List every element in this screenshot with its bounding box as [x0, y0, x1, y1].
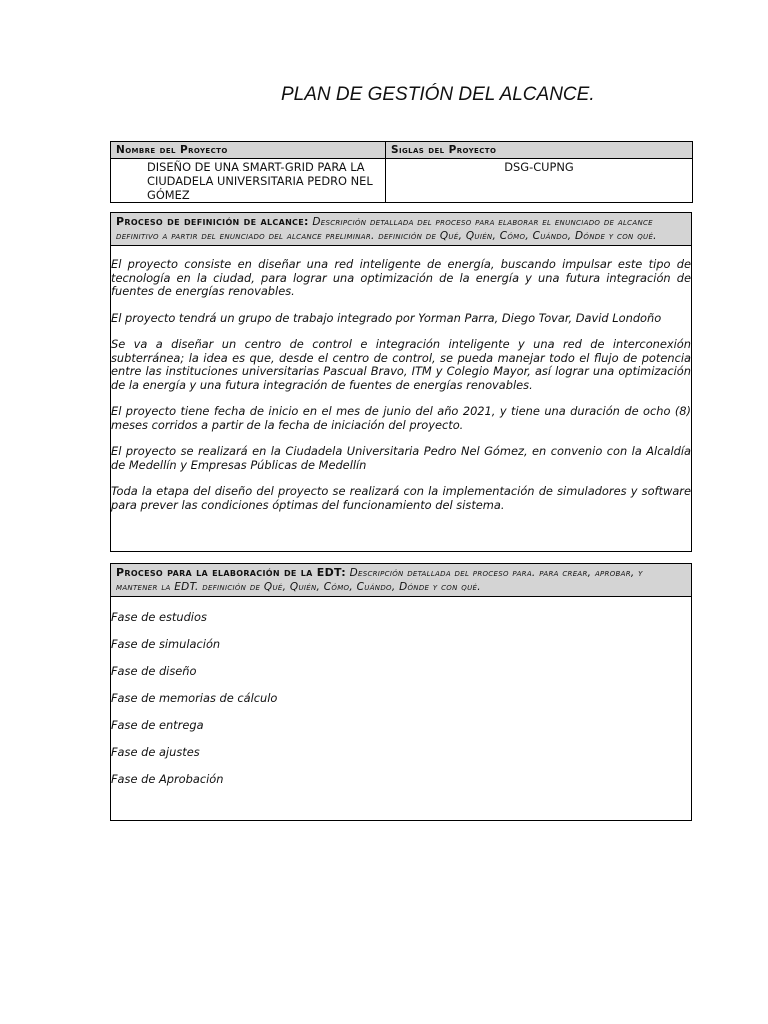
list-item: Fase de Aprobación: [111, 772, 224, 786]
wbs-process-description: Descripción detallada del proceso para. para crear, aprobar, y mantener la EDT. definición de Qué, Quién, Cómo, Cuándo, Dónde y con qué.: [116, 567, 643, 593]
list-item: Fase de simulación: [111, 637, 221, 651]
scope-definition-description: Descripción detallada del proceso para elaborar el enunciado de alcance definitivo a partir del enunciado del alcance preliminar. definición de Qué, Quién, Cómo, Cuándo, Dónde y con qué.: [116, 216, 657, 242]
paragraph: El proyecto tendrá un grupo de trabajo integrado por Yorman Parra, Diego Tovar, David Londoño: [111, 310, 662, 325]
paragraph: El proyecto consiste en diseñar una red inteligente de energía, buscando impulsar este tipo de tecnología en la ciudad, para lograr una optimización de la energía y una futura integración de fuentes de energías renovables.: [111, 257, 691, 298]
list-item: Fase de estudios: [111, 610, 207, 624]
scope-definition-header: [111, 213, 691, 246]
project-name-header: Nombre del Proyecto: [111, 142, 386, 159]
project-acronym-header: Siglas del Proyecto: [386, 142, 693, 159]
wbs-process-header: [111, 564, 691, 597]
paragraph: Se va a diseñar un centro de control e integración inteligente y una red de interconexión subterránea; la idea es que, desde el centro de control, se pueda manejar todo el flujo de potencia entre las instituciones universitarias Pascual Bravo, ITM y Colegio Mayor, así lograr una optimización de la energía y una futura integración de fuentes de energías renovables.: [111, 337, 691, 392]
list-item: Fase de memorias de cálculo: [111, 691, 278, 705]
paragraph: El proyecto tiene fecha de inicio en el mes de junio del año 2021, y tiene una duración de ocho (8) meses corridos a partir de la fecha de iniciación del proyecto.: [111, 404, 691, 432]
project-acronym-value: DSG-CUPNG: [386, 159, 693, 203]
project-info-table: [110, 141, 693, 203]
list-item: Fase de entrega: [111, 718, 204, 732]
scope-definition-section: [110, 212, 692, 552]
paragraph: El proyecto se realizará en la Ciudadela Universitaria Pedro Nel Gómez, en convenio con la Alcaldía de Medellín y Empresas Públicas de Medellín: [111, 444, 691, 472]
list-item: Fase de diseño: [111, 664, 197, 678]
page-title: PLAN DE GESTIÓN DEL ALCANCE.: [281, 84, 595, 105]
paragraph: Toda la etapa del diseño del proyecto se realizará con la implementación de simuladores y software para prever las condiciones óptimas del funcionamiento del sistema.: [111, 484, 691, 512]
scope-definition-label: Proceso de definición de alcance:: [116, 215, 309, 228]
list-item: Fase de ajustes: [111, 745, 200, 759]
wbs-process-label: Proceso para la elaboración de la EDT:: [116, 566, 346, 579]
phase-list: [111, 597, 691, 799]
wbs-process-section: [110, 563, 692, 821]
project-name-value: DISEÑO DE UNA SMART-GRID PARA LA CIUDADELA UNIVERSITARIA PEDRO NEL GÓMEZ: [111, 159, 386, 203]
scope-definition-body: [111, 246, 691, 512]
